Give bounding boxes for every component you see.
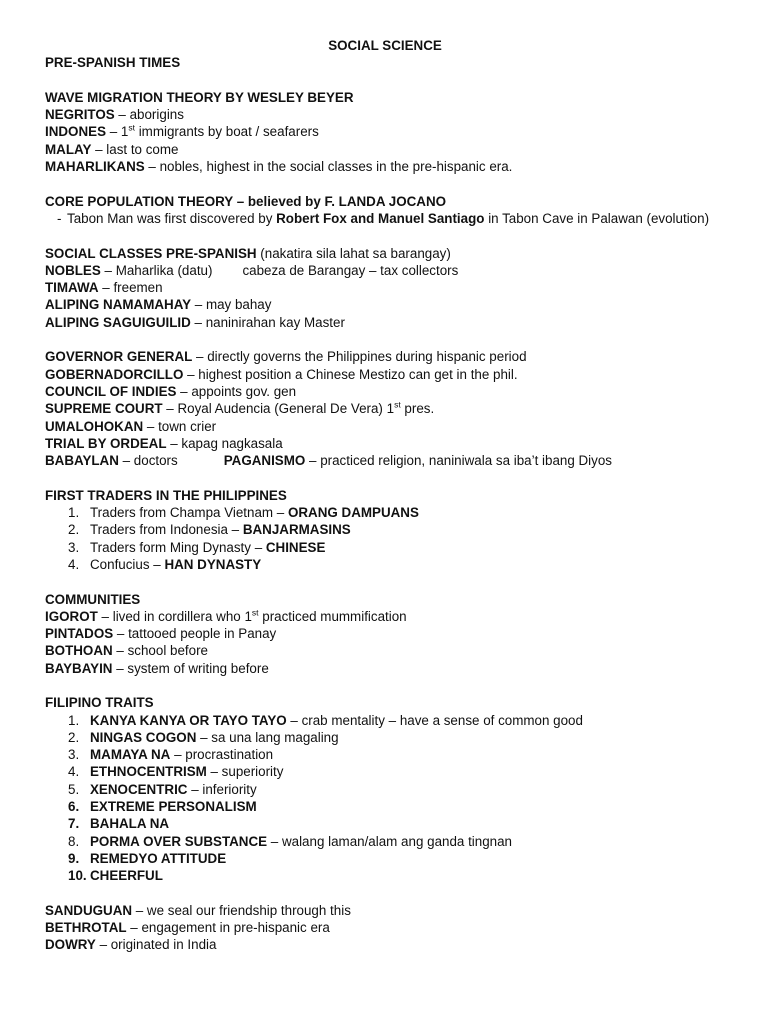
list-item: 4. Confucius – HAN DYNASTY xyxy=(68,556,262,572)
term-line: PINTADOS – tattooed people in Panay xyxy=(45,626,277,642)
list-item: 6. EXTREME PERSONALISM xyxy=(68,799,257,815)
term-line: NOBLES – Maharlika (datu) cabeza de Barangay – tax collectors xyxy=(45,262,459,278)
term-line: GOBERNADORCILLO – highest position a Chinese Mestizo can get in the phil. xyxy=(45,366,518,382)
term-line: ALIPING NAMAMAHAY – may bahay xyxy=(45,297,272,313)
term-line: INDONES – 1st immigrants by boat / seafarers xyxy=(45,123,319,140)
term-line: IGOROT – lived in cordillera who 1st practiced mummification xyxy=(45,607,407,624)
list-item: 7. BAHALA NA xyxy=(68,816,170,832)
list-item: 2. Traders from Indonesia – BANJARMASINS xyxy=(68,522,351,538)
term-line: SUPREME COURT – Royal Audencia (General De Vera) 1st pres. xyxy=(45,399,435,417)
list-item: 5. XENOCENTRIC – inferiority xyxy=(68,781,257,797)
list-item: 10. CHEERFUL xyxy=(68,868,163,884)
term-line: MAHARLIKANS – nobles, highest in the social classes in the pre-hispanic era. xyxy=(45,159,513,175)
term-line: NEGRITOS – aborigins xyxy=(45,107,184,123)
term-line: ALIPING SAGUIGUILID – naninirahan kay Master xyxy=(45,314,345,330)
term-line: GOVERNOR GENERAL – directly governs the Philippines during hispanic period xyxy=(45,349,527,365)
term-line: DOWRY – originated in India xyxy=(45,937,217,953)
term-line: UMALOHOKAN – town crier xyxy=(45,418,217,434)
term-line: BAYBAYIN – system of writing before xyxy=(45,660,269,676)
list-item: 1. KANYA KANYA OR TAYO TAYO – crab mentality – have a sense of common good xyxy=(68,712,583,728)
list-item: 8. PORMA OVER SUBSTANCE – walang laman/alam ang ganda tingnan xyxy=(68,833,513,849)
term-line: SANDUGUAN – we seal our friendship through this xyxy=(45,902,351,918)
section-heading-filipino-traits: FILIPINO TRAITS xyxy=(45,695,154,711)
term-line: COUNCIL OF INDIES – appoints gov. gen xyxy=(45,383,297,399)
term-line: BOTHOAN – school before xyxy=(45,643,208,659)
term-line: BETHROTAL – engagement in pre-hispanic era xyxy=(45,920,330,936)
list-item: 1. Traders from Champa Vietnam – ORANG DAMPUANS xyxy=(68,505,419,521)
term-line: TIMAWA – freemen xyxy=(45,280,163,296)
section-heading-core-population: CORE POPULATION THEORY – believed by F. LANDA JOCANO xyxy=(45,193,447,209)
section-heading-communities: COMMUNITIES xyxy=(45,591,141,607)
section-heading-wave-migration: WAVE MIGRATION THEORY BY WESLEY BEYER xyxy=(45,89,354,105)
section-heading-first-traders: FIRST TRADERS IN THE PHILIPPINES xyxy=(45,487,287,503)
list-item: 4. ETHNOCENTRISM – superiority xyxy=(68,764,284,780)
section-heading-social-classes: SOCIAL CLASSES PRE-SPANISH (nakatira sila lahat sa barangay) xyxy=(45,245,451,261)
section-heading-pre-spanish: PRE-SPANISH TIMES xyxy=(45,55,181,71)
list-item: 3. Traders form Ming Dynasty – CHINESE xyxy=(68,539,326,555)
term-line: MALAY – last to come xyxy=(45,141,179,157)
bullet-item: - Tabon Man was first discovered by Robert Fox and Manuel Santiago in Tabon Cave in Palawan (evolution) xyxy=(57,210,710,226)
term-line: TRIAL BY ORDEAL – kapag nagkasala xyxy=(45,435,283,451)
list-item: 9. REMEDYO ATTITUDE xyxy=(68,850,227,866)
list-item: 2. NINGAS COGON – sa una lang magaling xyxy=(68,729,339,745)
term-line: BABAYLAN – doctors PAGANISMO – practiced religion, naniniwala sa iba’t ibang Diyos xyxy=(45,453,612,469)
document-title: SOCIAL SCIENCE xyxy=(328,38,442,53)
list-item: 3. MAMAYA NA – procrastination xyxy=(68,747,274,763)
document-page xyxy=(45,37,725,954)
